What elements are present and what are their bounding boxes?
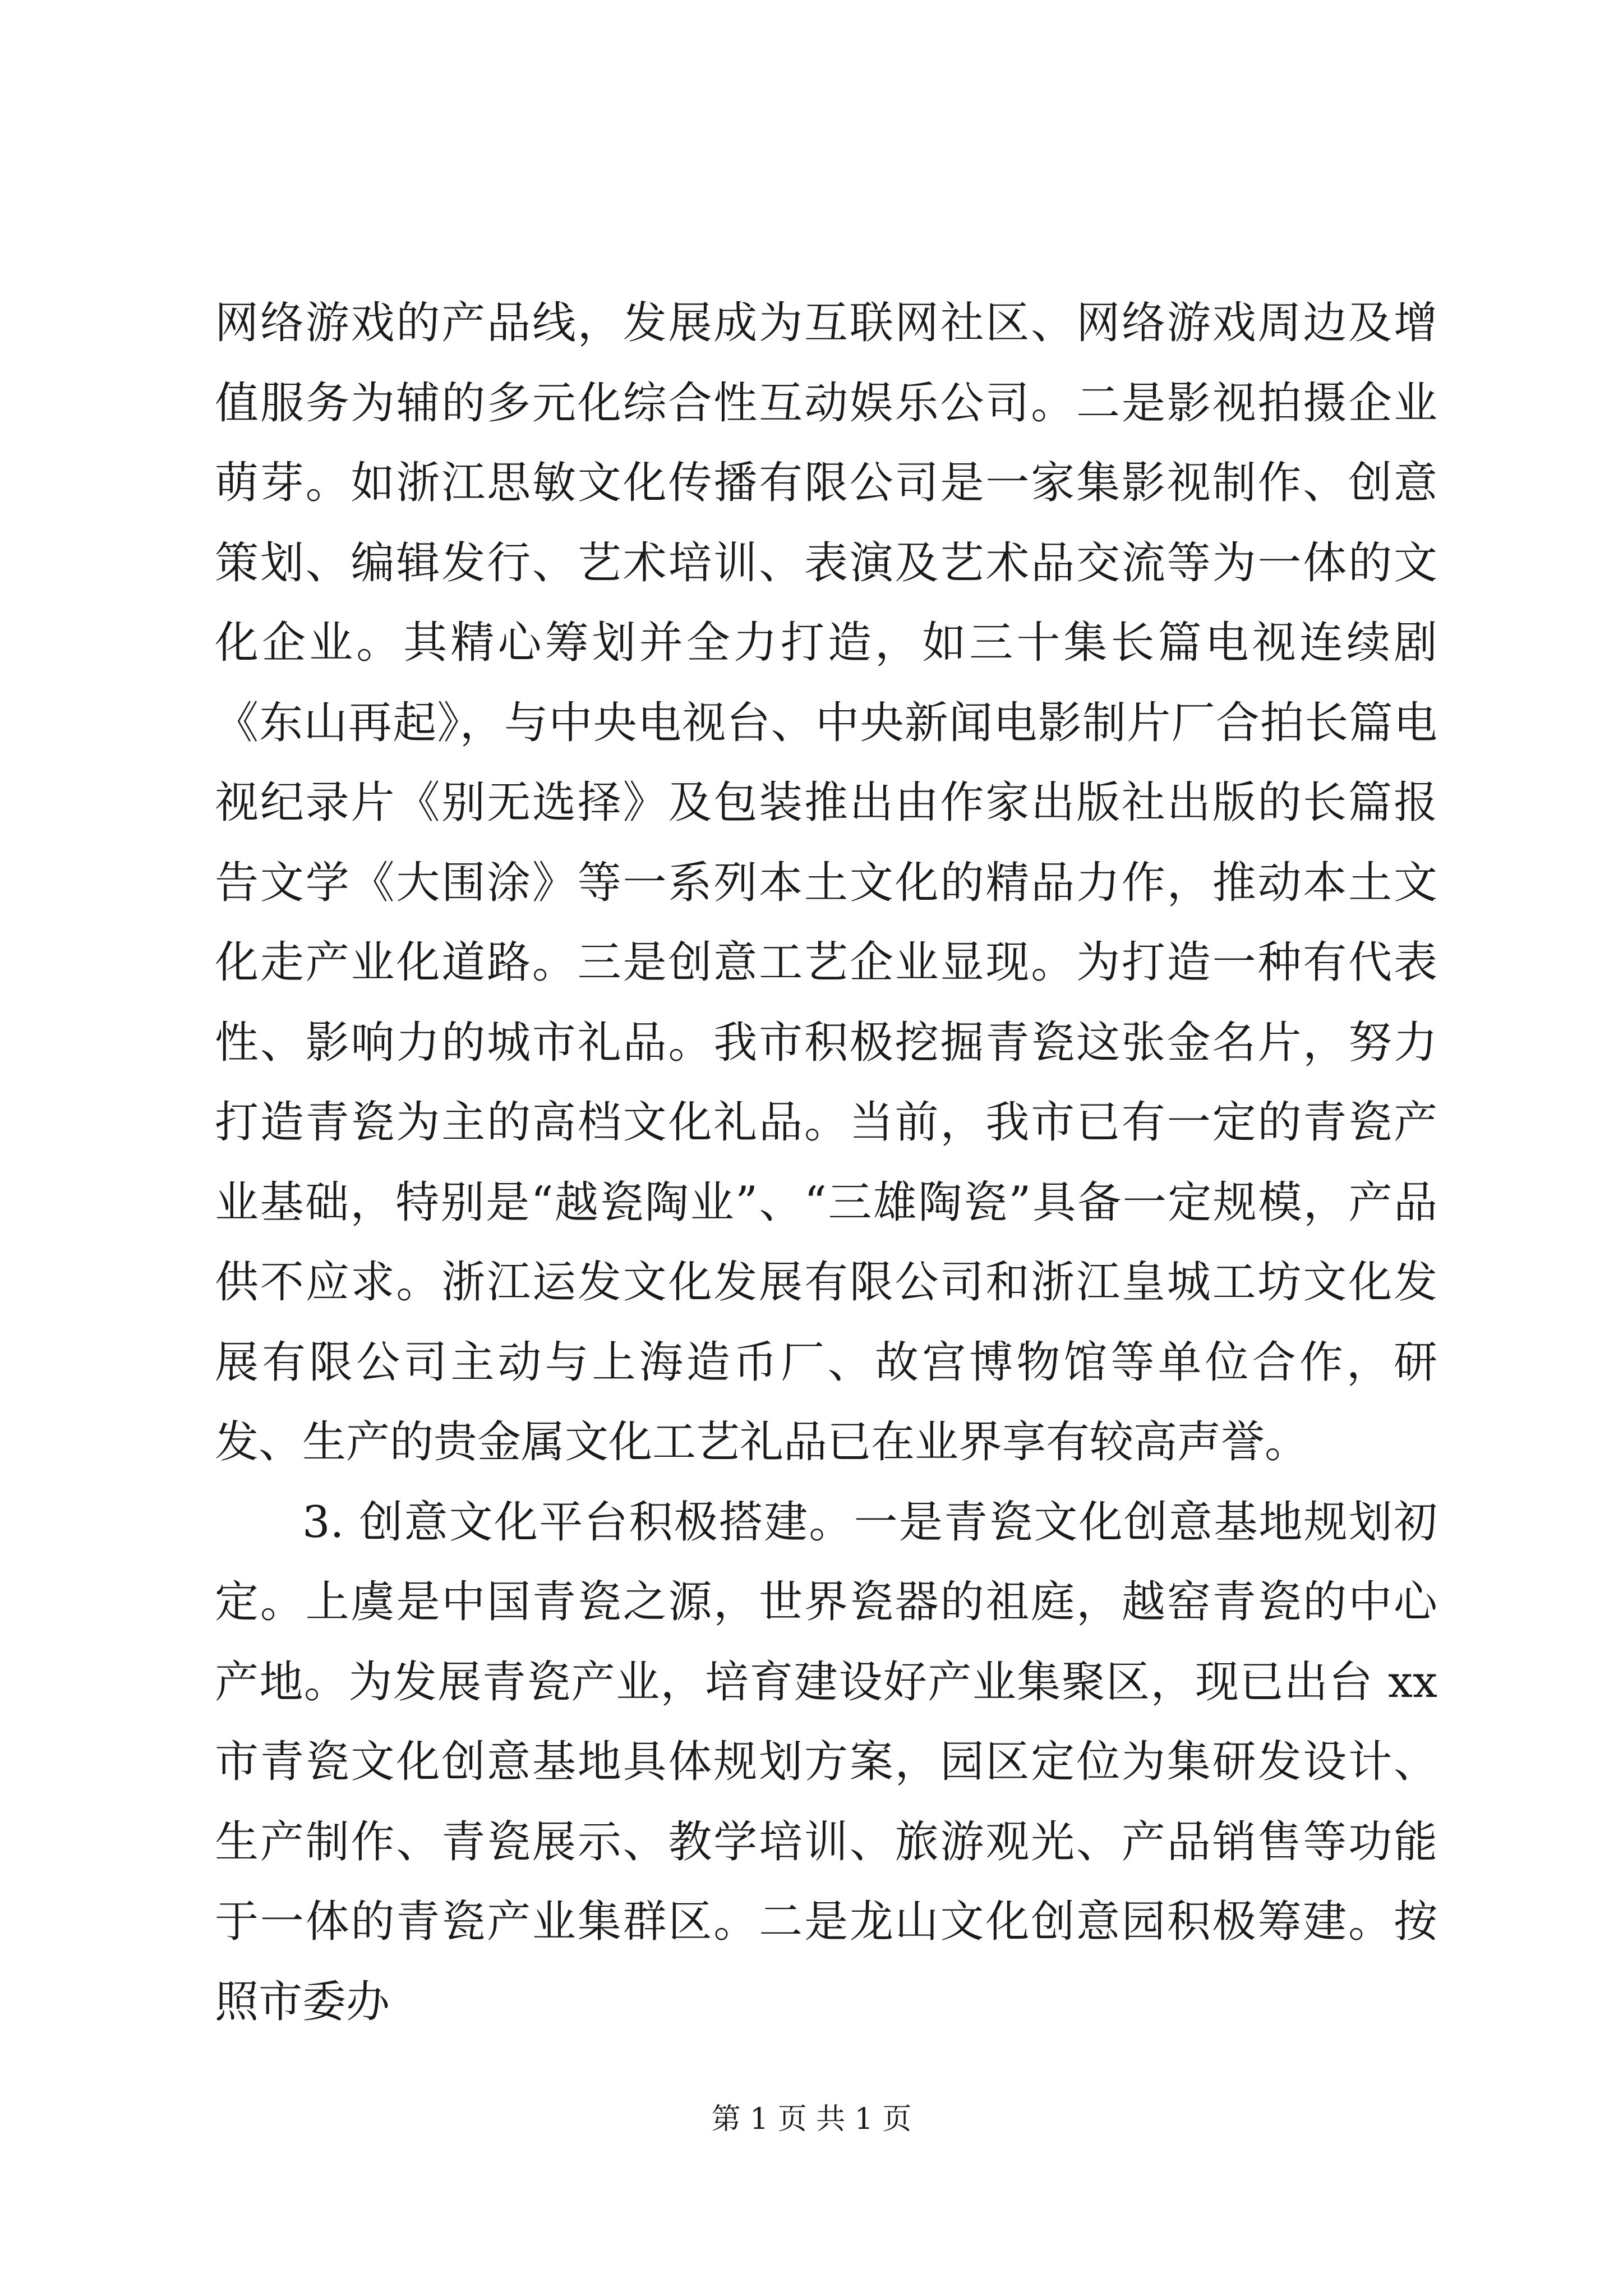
paragraph-1: 网络游戏的产品线，发展成为互联网社区、网络游戏周边及增值服务为辅的多元化综合性互动娱乐公司。二是影视拍摄企业萌芽。如浙江思敏文化传播有限公司是一家集影视制作、创意策划、编辑发行、艺术培训、表演及艺术品交流等为一体的文化企业。其精心筹划并全力打造，如三十集长篇电视连续剧《东山再起》，与中央电视台、中央新闻电影制片厂合拍长篇电视纪录片《别无选择》及包装推出由作家出版社出版的长篇报告文学《大围涂》等一系列本土文化的精品力作，推动本土文化走产业化道路。三是创意工艺企业显现。为打造一种有代表性、影响力的城市礼品。我市积极挖掘青瓷这张金名片，努力打造青瓷为主的高档文化礼品。当前，我市已有一定的青瓷产业基础，特别是“越瓷陶业”、“三雄陶瓷”具备一定规模，产品供不应求。浙江运发文化发展有限公司和浙江皇城工坊文化发展有限公司主动与上海造币厂、故宫博物馆等单位合作，研发、生产的贵金属文化工艺礼品已在业界享有较高声誉。	[215, 298, 1437, 1467]
document-body	[215, 283, 1437, 2042]
paragraph-2: 3. 创意文化平台积极搭建。一是青瓷文化创意基地规划初定。上虞是中国青瓷之源，世界瓷器的祖庭，越窑青瓷的中心产地。为发展青瓷产业，培育建设好产业集聚区，现已出台 xx 市青瓷文化创意基地具体规划方案，园区定位为集研发设计、生产制作、青瓷展示、教学培训、旅游观光、产品销售等功能于一体的青瓷产业集群区。二是龙山文化创意园积极筹建。按照市委办	[215, 1497, 1437, 2027]
page-footer: 第 1 页 共 1 页	[711, 2102, 912, 2136]
